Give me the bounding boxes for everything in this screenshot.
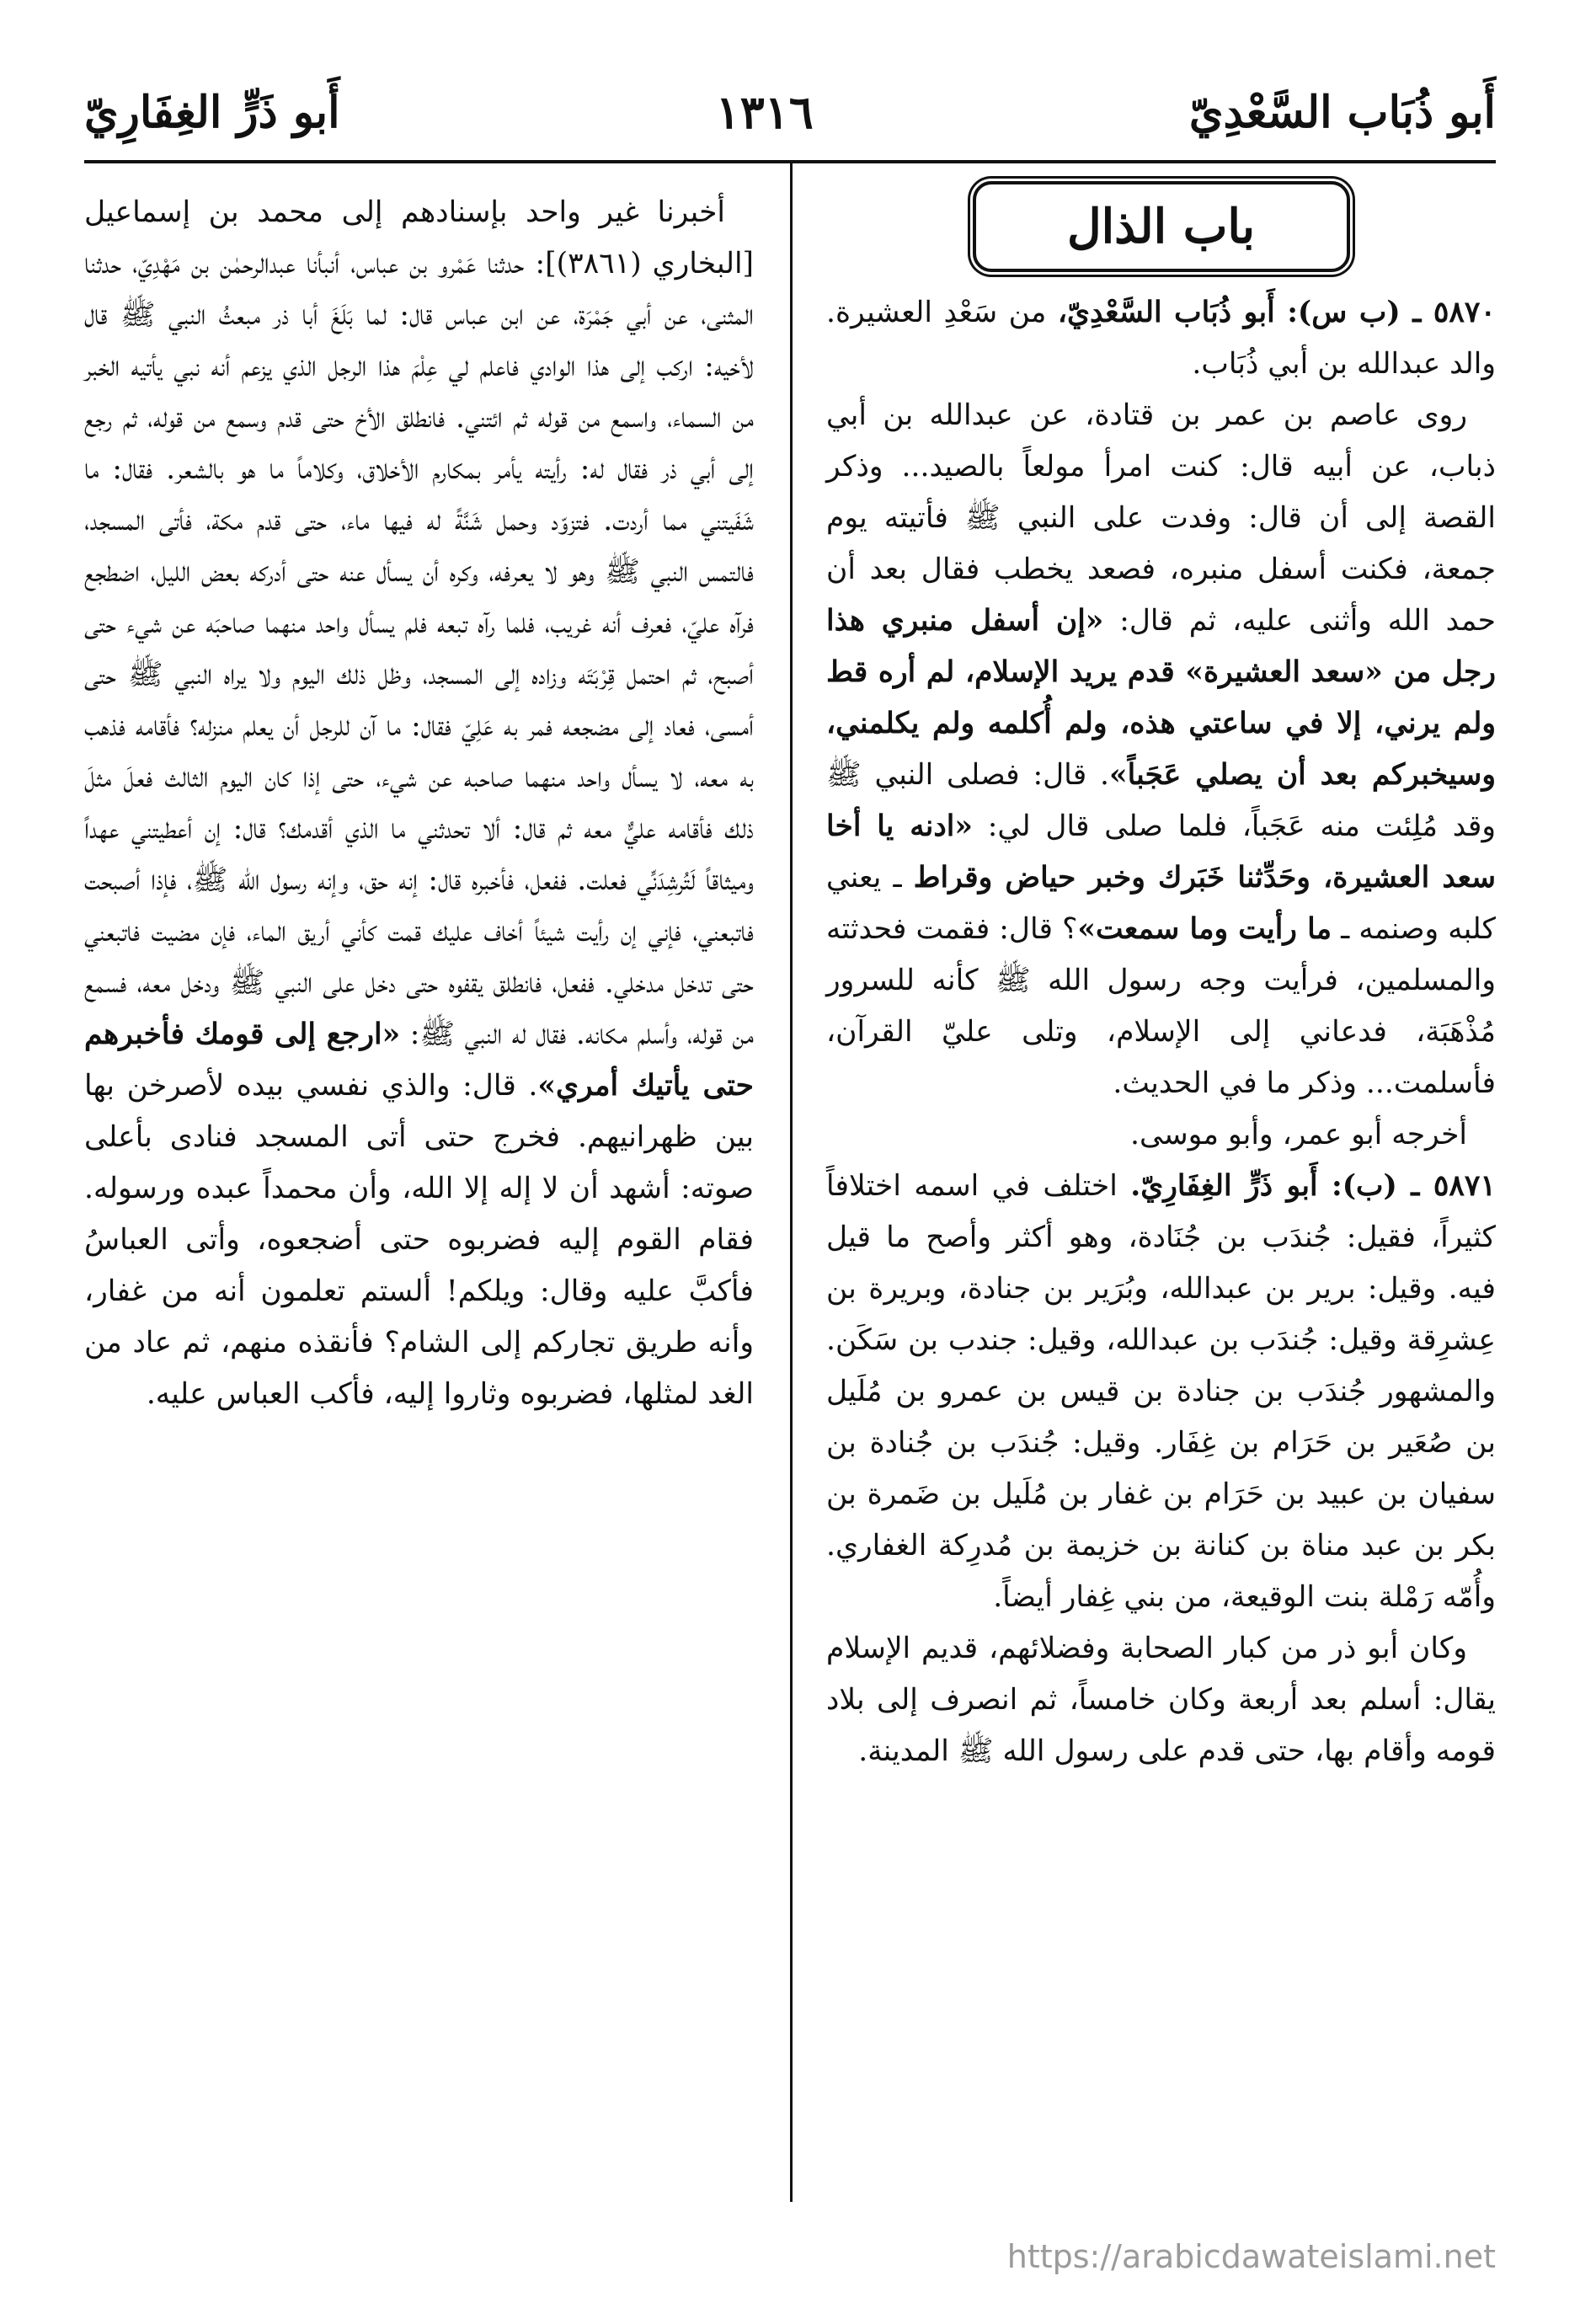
section-title-box <box>973 181 1350 272</box>
running-header <box>84 74 1496 150</box>
right-column <box>826 181 1496 1777</box>
hadith-quote-3: ما رأيت وما سمعت» <box>1077 912 1332 946</box>
column-divider <box>790 163 793 2202</box>
left-column <box>84 187 754 1420</box>
hadith-quote-2: «ادنه يا أخا سعد العشيرة، وحَدِّثنا خَبَرك وخبر حياض وقراط <box>826 809 1496 895</box>
entry-5870-source: أخرجه أبو عمر، وأبو موسى. <box>1130 1118 1467 1151</box>
narration-text-3: ـ يعني كلبه وصنمه ـ <box>826 861 1496 946</box>
entry-5871-biography: وكان أبو ذر من كبار الصحابة وفضلائهم، قديم الإسلام يقال: أسلم بعد أربعة وكان خامساً، ثم انصرف إلى بلاد قومه وأقام بها، حتى قدم على رسول الله ﷺ المدينة. <box>826 1632 1496 1768</box>
bukhari-narration <box>84 187 754 1420</box>
entry-5870-text: من سَعْدِ العشيرة. والد عبدالله بن أبي ذُبَاب. <box>826 296 1496 381</box>
entry-5870-narration <box>826 390 1496 1109</box>
entry-5870-heading: ٥٨٧٠ ـ (ب س): أَبو ذُبَاب السَّعْدِيّ، <box>1057 296 1496 329</box>
narration-text-2: . قال: فصلى النبي ﷺ وقد مُلِئت منه عَجَباً، فلما صلى قال لي: <box>826 758 1497 843</box>
entry-5870 <box>826 287 1496 390</box>
header-left-title: أَبو ذَرٍّ الغِفَارِيّ <box>84 86 340 138</box>
narration-text-1: روى عاصم بن عمر بن قتادة، عن عبدالله بن أبي ذباب، عن أبيه قال: كنت امرأ مولعاً بالصيد... وذكر القصة إلى أن قال: وفدت على النبي ﷺ فأتيته يوم جمعة، فكنت أسفل منبره، فصعد يخطب فقال بعد أن حمد الله وأثنى عليه، ثم قال: <box>826 398 1496 638</box>
page-number: ١٣١٦ <box>715 85 814 139</box>
narration-text-4: ؟ قال: فقمت فحدثته والمسلمين، فرأيت وجه رسول الله ﷺ كأنه للسرور مُذْهَبَة، فدعاني إلى الإسلام، وتلى عليّ القرآن، فأسلمت... وذكر ما في الحديث. <box>826 912 1496 1100</box>
bukhari-narration-text: أخبرنا غير واحد بإسنادهم إلى محمد بن إسماعيل [البخاري (٣٨٦١)]: حدثنا عَمْرو بن عباس، أنبأنا عبدالرحمٰن بن مَهْدِيّ، حدثنا المثنى، عن أبي جَمْرَة، عن ابن عباس قال: لما بَلَغَ أبا ذر مبعثُ النبي ﷺ قال لأخيه: اركب إلى هذا الوادي فاعلم لي عِلْمَ هذا الرجل الذي يزعم أنه نبي يأتيه الخبر من السماء، واسمع من قوله ثم ائتني. فانطلق الأخ حتى قدم وسمع من قوله، ثم رجع إلى أبي ذر فقال له: رأيته يأمر بمكارم الأخلاق، وكلاماً ما هو بالشعر. فقال: ما شَفَيتني مما أردت. فتزوّد وحمل شَنَّةً له فيها ماء، حتى قدم مكة، فأتى المسجد، فالتمس النبي ﷺ وهو لا يعرفه، وكره أن يسأل عنه حتى أدركه بعض الليل، اضطجع فرآه عليّ، فعرف أنه غريب، فلما رآه تبعه فلم يسأل واحد منهما صاحبَه عن شيء حتى أصبح، ثم احتمل قِرْبَتَه وزاده إلى المسجد، وظل ذلك اليوم ولا يراه النبي ﷺ حتى أمسى، فعاد إلى مضجعه فمر به عَلِيّ فقال: ما آن للرجل أن يعلم منزله؟ فأقامه فذهب به معه، لا يسأل واحد منهما صاحبه عن شيء، حتى إذا كان اليوم الثالث فعلَ مثلَ ذلك فأقامه عليٌّ معه ثم قال: ألا تحدثني ما الذي أقدمك؟ قال: إن أعطيتني عهداً وميثاقاً لَتُرشِدَنِّي فعلت. ففعل، فأخبره قال: إنه حق، وإنه رسول الله ﷺ، فإذا أصبحت فاتبعني، فإني إن رأيت شيئاً أخاف عليك قمت كأني أريق الماء، فإن مضيت فاتبعني حتى تدخل مدخلي. ففعل، فانطلق يقفوه حتى دخل على النبي ﷺ ودخل معه، فسمع من قوله، وأسلم مكانه. فقال له النبي ﷺ: <box>84 195 755 1051</box>
header-right-title: أَبو ذُبَاب السَّعْدِيّ <box>1188 86 1496 138</box>
entry-5871-heading: ٥٨٧١ ـ (ب): أَبو ذَرٍّ الغِفَارِيّ. <box>1130 1169 1496 1203</box>
hadith-quote-1: «إن أسفل منبري هذا رجل من «سعد العشيرة» قدم يريد الإسلام، لم أره قط ولم يرني، إلا في ساعتي هذه، ولم أُكلمه ولم يكلمني، وسيخبركم بعد أن يصلي عَجَباً» <box>826 604 1496 792</box>
source-watermark: https://arabicdawateislami.net <box>1006 2238 1496 2275</box>
bukhari-narration-end: . قال: والذي نفسي بيده لأصرخن بها بين ظهرانيهم. فخرج حتى أتى المسجد فنادى بأعلى صوته: أشهد أن لا إله إلا الله، وأن محمداً عبده ورسوله. فقام القوم إليه فضربوه حتى أضجعوه، وأتى العباسُ فأكبَّ عليه وقال: ويلكم! ألستم تعلمون أنه من غفار، وأنه طريق تجاركم إلى الشام؟ فأنقذه منهم، ثم عاد من الغد لمثلها، فضربوه وثاروا إليه، فأكب العباس عليه. <box>84 1069 754 1411</box>
hadith-quote-4: «ارجع إلى قومك فأخبرهم حتى يأتيك أمري» <box>84 1018 754 1103</box>
section-title: باب الذال <box>1066 198 1256 254</box>
entry-5871-text: اختلف في اسمه اختلافاً كثيراً، فقيل: جُندَب بن جُنَادة، وهو أكثر وأصح ما قيل فيه. وقيل: برير بن عبدالله، وبُرَير بن جنادة، وبريرة بن عِشرِقة وقيل: جُندَب بن عبدالله، وقيل: جندب بن سَكَن. والمشهور جُندَب بن جنادة بن قيس بن عمرو بن مُلَيل بن صُعَير بن حَرَام بن غِفَار. وقيل: جُندَب بن جُنادة بن سفيان بن عبيد بن حَرَام بن غفار بن مُلَيل بن ضَمرة بن بكر بن عبد مناة بن كنانة بن خزيمة بن مُدرِكة الغفاري. وأُمّه رَمْلة بنت الوقيعة، من بني غِفار أيضاً. <box>826 1169 1496 1614</box>
entry-5871 <box>826 1161 1496 1623</box>
